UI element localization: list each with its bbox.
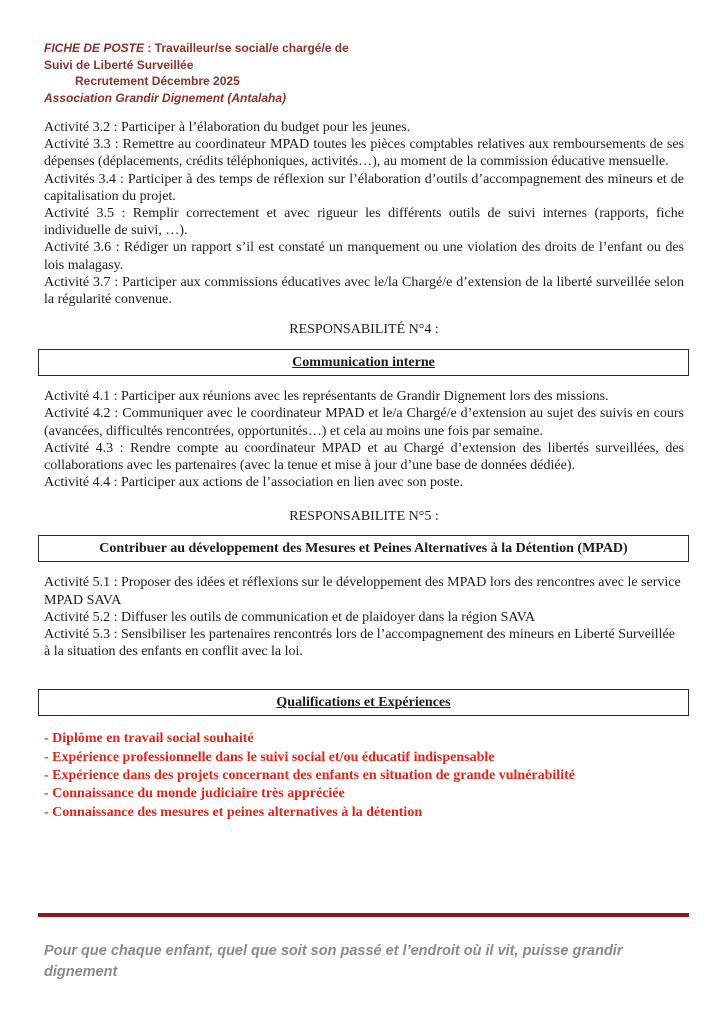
section-responsibility-3 — [44, 119, 684, 308]
responsibility-5-box-title: Contribuer au développement des Mesures et Peines Alternatives à la Détention (MPAD) — [99, 541, 628, 557]
activity-5-1: Activité 5.1 : Proposer des idées et réflexions sur le développement des MPAD lors des rencontres avec le service MPAD SAVA — [44, 575, 681, 608]
recruitment-line: Recrutement Décembre 2025 — [75, 74, 240, 88]
motto-text: Pour que chaque enfant, quel que soit son passé et l’endroit où il vit, puisse grandir dignement — [44, 942, 623, 980]
section-responsibility-5 — [44, 574, 684, 660]
responsibility-5-box — [38, 535, 689, 562]
activity-4-2: Activité 4.2 : Communiquer avec le coordinateur MPAD et le/a Chargé/e d’extension au sujet des suivis en cours (avancées, difficultés rencontrées, opportunités…) et cela au moins une fois par semaine. — [44, 406, 684, 439]
qualification-item: - Expérience dans des projets concernant des enfants en situation de grande vulnérabilité — [44, 768, 575, 784]
activity-3-2: Activité 3.2 : Participer à l’élaboration du budget pour les jeunes. — [44, 120, 411, 135]
activity-5-2: Activité 5.2 : Diffuser les outils de communication et de plaidoyer dans la région SAVA — [44, 609, 536, 625]
activity-5-3: Activité 5.3 : Sensibiliser les partenaires rencontrés lors de l’accompagnement des mineurs en Liberté Surveillée à la situation des enfants en conflit avec la loi. — [44, 627, 675, 660]
qualifications-list — [44, 730, 684, 821]
activity-3-4: Activités 3.4 : Participer à des temps de réflexion sur l’élaboration d’outils d’accompagnement des mineurs et de capitalisation du projet. — [44, 171, 684, 204]
association-line: Association Grandir Dignement (Antalaha) — [44, 90, 287, 105]
qualification-item: - Diplôme en travail social souhaité — [44, 731, 254, 747]
responsibility-4-box — [38, 349, 689, 376]
footer-divider-rule — [38, 913, 689, 917]
responsibility-4-box-title: Communication interne — [292, 355, 435, 371]
document-footer — [44, 941, 684, 983]
qualification-item: - Connaissance des mesures et peines alternatives à la détention — [44, 804, 423, 820]
activity-3-6: Activité 3.6 : Rédiger un rapport s’il est constaté un manquement ou une violation des droits de l’enfant ou des lois malagasy. — [44, 240, 684, 273]
activity-4-3: Activité 4.3 : Rendre compte au coordinateur MPAD et au Chargé d’extension des libertés surveillées, des collaborations avec les partenaires (avec la tenue et mise à jour d’une base de données dédiée). — [44, 440, 684, 474]
section-responsibility-4 — [44, 388, 684, 491]
doc-title-line2: Suivi de Liberté Surveillée — [44, 57, 194, 72]
qualification-item: - Expérience professionnelle dans le suivi social et/ou éducatif indispensable — [44, 749, 495, 765]
activity-3-3: Activité 3.3 : Remettre au coordinateur MPAD toutes les pièces comptables relatives aux remboursements de ses dépenses (déplacements, crédits téléphoniques, activités…), au moment de la commission éducative mensuelle. — [44, 137, 684, 170]
activity-4-1: Activité 4.1 : Participer aux réunions avec les représentants de Grandir Dignement lors des missions. — [44, 389, 609, 405]
qualifications-box-title: Qualifications et Expériences — [276, 695, 451, 711]
responsibility-5-title: RESPONSABILITE N°5 : — [289, 509, 439, 525]
document-header — [44, 40, 684, 106]
doc-title-rest: : Travailleur/se social/e chargé/e de — [144, 41, 349, 55]
doc-title-line1 — [44, 40, 684, 57]
activity-3-7: Activité 3.7 : Participer aux commissions éducatives avec le/la Chargé/e d’extension de la liberté surveillée selon la régularité convenue. — [44, 274, 684, 308]
activity-4-4: Activité 4.4 : Participer aux actions de l’association en lien avec son poste. — [44, 475, 464, 491]
qualification-item: - Connaissance du monde judiciaire très appréciée — [44, 786, 345, 802]
activity-3-5: Activité 3.5 : Remplir correctement et avec rigueur les différents outils de suivi internes (rapports, fiche individuelle de suivi, …). — [44, 206, 684, 239]
qualifications-box — [38, 689, 689, 716]
responsibility-4-title: RESPONSABILITÉ N°4 : — [289, 322, 439, 338]
doc-title-label: FICHE DE POSTE — [44, 41, 145, 55]
